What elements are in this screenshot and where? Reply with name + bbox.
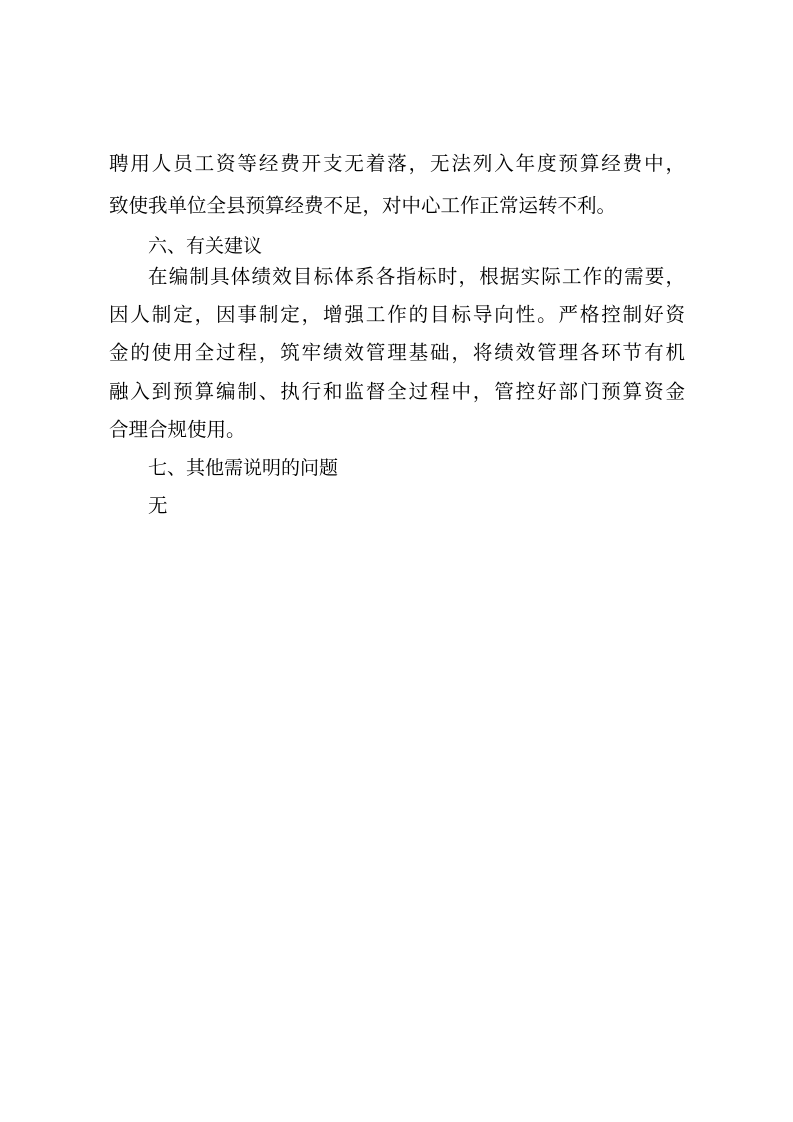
paragraph-line: 因人制定，因事制定，增强工作的目标导向性。严格控制好资 (109, 303, 685, 326)
paragraph-line: 在编制具体绩效目标体系各指标时，根据实际工作的需要， (148, 265, 685, 288)
section-heading-7: 七、其他需说明的问题 (148, 457, 339, 479)
section-heading-6: 六、有关建议 (148, 235, 263, 257)
paragraph-line: 合理合规使用。 (109, 418, 246, 441)
paragraph-line: 聘用人员工资等经费开支无着落，无法列入年度预算经费中， (109, 152, 685, 175)
paragraph-line: 无 (148, 494, 168, 517)
paragraph-line: 致使我单位全县预算经费不足，对中心工作正常运转不利。 (109, 194, 617, 217)
paragraph-line: 金的使用全过程，筑牢绩效管理基础，将绩效管理各环节有机 (109, 341, 685, 364)
paragraph-line: 融入到预算编制、执行和监督全过程中，管控好部门预算资金 (109, 380, 685, 403)
